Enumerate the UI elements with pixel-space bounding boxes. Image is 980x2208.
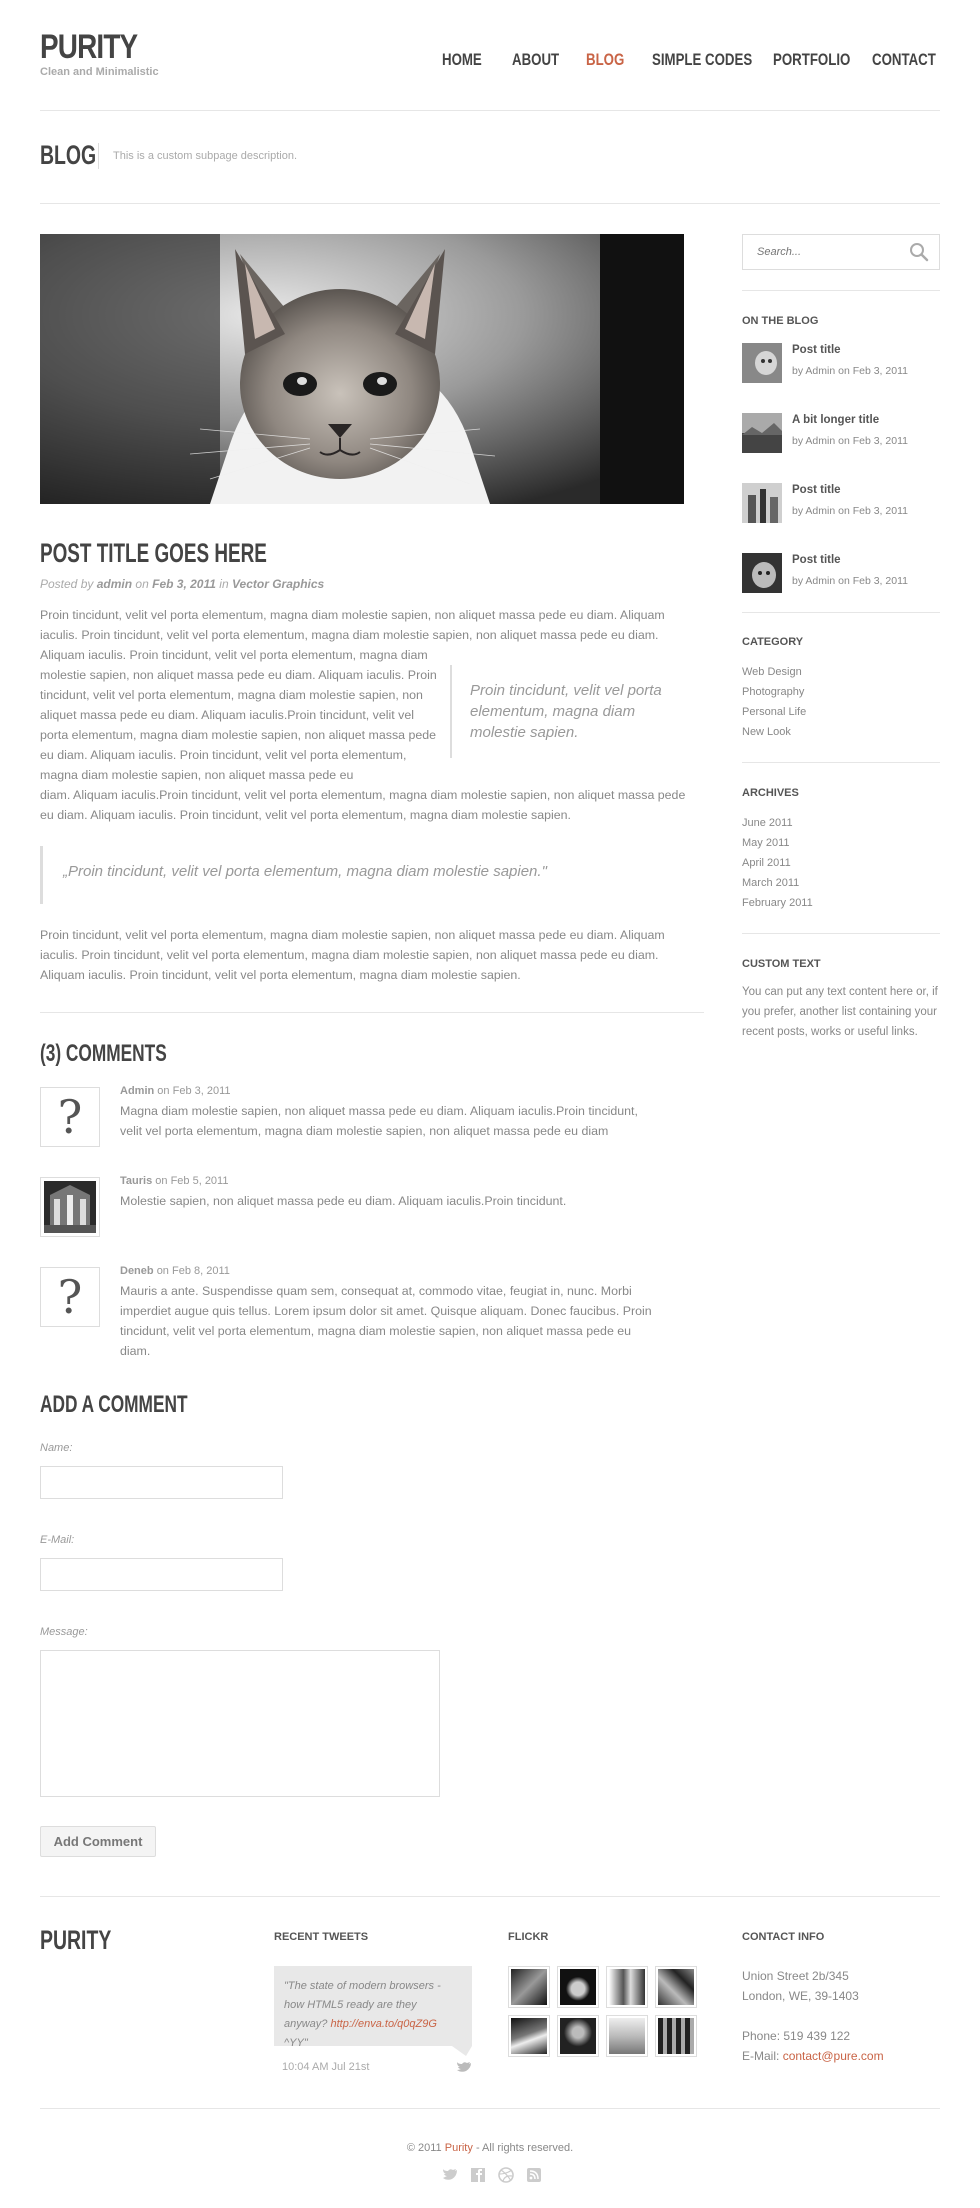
twitter-bird-icon — [456, 2061, 472, 2075]
post-meta-prefix: Posted by — [40, 577, 94, 591]
comment-text: Mauris a ante. Suspendisse quam sem, consequat at, commodo vitae, feugiat in, nunc. Morbi imperdiet augue quis tellus. Lorem ipsum dolor sit amet. Quisque aliquam. Donec faucibus. Proin tincidunt, velit vel porta elementum, magna diam molestie sapien, non aliquet massa pede eu diam. — [120, 1284, 652, 1358]
category-link[interactable]: New Look — [742, 726, 791, 738]
footer-logo[interactable]: PURITY — [40, 1925, 112, 1955]
recent-post-thumbnail[interactable] — [742, 483, 782, 523]
flickr-thumbnail[interactable] — [606, 1966, 648, 2008]
contact-email-label: E-Mail: — [742, 2049, 780, 2063]
nav-simple-codes[interactable]: SIMPLE CODES — [652, 50, 753, 69]
comment-author[interactable]: Tauris — [120, 1175, 153, 1187]
contact-info-title: CONTACT INFO — [742, 1931, 825, 1943]
search-input[interactable] — [743, 235, 903, 269]
flickr-thumbnail[interactable] — [655, 2015, 697, 2057]
name-label: Name: — [40, 1442, 73, 1454]
category-link[interactable]: Personal Life — [742, 706, 807, 718]
flickr-thumbnail[interactable] — [508, 2015, 550, 2057]
archive-link[interactable]: March 2011 — [742, 877, 800, 889]
comment-author[interactable]: Admin — [120, 1085, 155, 1097]
post-meta-in: in — [219, 577, 229, 591]
post-featured-image — [40, 234, 684, 504]
recent-post-meta: by Admin on Feb 3, 2011 — [792, 435, 908, 447]
comment-author[interactable]: Deneb — [120, 1265, 154, 1277]
contact-phone: Phone: 519 439 122 — [742, 2029, 851, 2043]
comment-meta-on: on — [157, 1085, 170, 1097]
avatar-placeholder-icon: ? — [44, 1091, 96, 1143]
sidebar-divider — [742, 933, 940, 934]
header-divider — [40, 110, 940, 111]
tweet-bubble — [274, 1966, 472, 2049]
flickr-thumbnail[interactable] — [557, 2015, 599, 2057]
comment-meta — [120, 1175, 228, 1187]
copyright — [0, 2142, 980, 2154]
nav-blog[interactable]: BLOG — [586, 50, 625, 69]
archives-title: ARCHIVES — [742, 787, 799, 799]
comment-date: Feb 5, 2011 — [170, 1175, 229, 1187]
recent-tweets-title: RECENT TWEETS — [274, 1931, 369, 1943]
avatar-photo — [44, 1181, 96, 1233]
site-logo[interactable]: PURITY — [40, 28, 138, 66]
tweet-bubble-tail — [452, 2046, 472, 2056]
sidebar-divider — [742, 290, 940, 291]
sidebar-divider — [742, 612, 940, 613]
contact-email-link[interactable]: contact@pure.com — [782, 2049, 884, 2063]
comment-date: Feb 8, 2011 — [172, 1265, 230, 1277]
search-icon[interactable] — [909, 242, 929, 262]
flickr-thumbnail[interactable] — [557, 1966, 599, 2008]
nav-portfolio[interactable]: PORTFOLIO — [773, 50, 851, 69]
post-meta — [40, 577, 324, 591]
post-paragraph-1a: Proin tincidunt, velit vel porta elementum, magna diam molestie sapien, non aliquet massa pede eu diam. Aliquam iaculis. Proin tincidunt, velit vel porta elementum, magna diam molestie sapien, non aliquet massa pede eu diam. Aliquam iaculis. Proin tincidunt, velit vel porta elementum, magna diam — [40, 608, 665, 662]
archive-link[interactable]: June 2011 — [742, 817, 793, 829]
post-divider — [40, 1012, 704, 1013]
archive-link[interactable]: May 2011 — [742, 837, 790, 849]
post-blockquote: „Proin tincidunt, velit vel porta elementum, magna diam molestie sapien." — [40, 846, 690, 904]
comment-meta-on: on — [156, 1265, 169, 1277]
comment-avatar — [40, 1267, 100, 1327]
sidebar-divider — [742, 762, 940, 763]
recent-post-title[interactable]: A bit longer title — [792, 414, 880, 426]
nav-about[interactable]: ABOUT — [512, 50, 560, 69]
recent-post-meta: by Admin on Feb 3, 2011 — [792, 505, 908, 517]
post-paragraph-1b: molestie sapien, non aliquet massa pede eu diam. Aliquam iaculis. Proin tincidunt, velit vel porta elementum, magna diam molestie sapien, non aliquet massa pede eu diam. Aliquam iaculis.Proin tincidunt, velit vel porta elementum, magna diam molestie sapien, non aliquet massa pede eu diam. Aliquam iaculis. Proin tincidunt, velit vel porta elementum, magna diam molestie sapien, non aliquet massa pede eu — [40, 668, 437, 782]
tweet-link[interactable]: http://enva.to/q0qZ9G — [330, 2018, 437, 2030]
recent-post-title[interactable]: Post title — [792, 554, 841, 566]
flickr-thumbnail[interactable] — [606, 2015, 648, 2057]
message-label: Message: — [40, 1626, 88, 1638]
tweet-text: "The state of modern browsers - how HTML5 ready are they anyway? — [284, 1980, 441, 2030]
comments-title: (3) COMMENTS — [40, 1040, 167, 1067]
add-comment-title: ADD A COMMENT — [40, 1391, 188, 1418]
recent-post-thumbnail[interactable] — [742, 343, 782, 383]
subheader-divider — [40, 203, 940, 204]
tweet-time: 10:04 AM Jul 21st — [282, 2061, 370, 2073]
copyright-brand-link[interactable]: Purity — [444, 2142, 473, 2154]
comment-avatar — [40, 1087, 100, 1147]
page-description: This is a custom subpage description. — [98, 143, 297, 169]
flickr-title: FLICKR — [508, 1931, 549, 1943]
email-label: E-Mail: — [40, 1534, 75, 1546]
comment-meta — [120, 1085, 231, 1097]
on-the-blog-title: ON THE BLOG — [742, 315, 819, 327]
facebook-icon[interactable] — [470, 2167, 486, 2183]
search-box — [742, 234, 940, 270]
flickr-thumbnail[interactable] — [655, 1966, 697, 2008]
recent-post-meta: by Admin on Feb 3, 2011 — [792, 575, 908, 587]
comment-text: Molestie sapien, non aliquet massa pede eu diam. Aliquam iaculis.Proin tincidunt. — [120, 1194, 567, 1208]
recent-post-thumbnail[interactable] — [742, 553, 782, 593]
custom-text-title: CUSTOM TEXT — [742, 958, 821, 970]
post-author-link[interactable]: admin — [96, 577, 133, 591]
nav-home[interactable]: HOME — [442, 50, 482, 69]
contact-address-line: Union Street 2b/345 — [742, 1969, 849, 1983]
post-pullquote: Proin tincidunt, velit vel porta elementum, magna diam molestie sapien. — [450, 665, 690, 758]
twitter-icon[interactable] — [442, 2167, 458, 2183]
archive-link[interactable]: February 2011 — [742, 897, 813, 909]
footer-divider — [40, 1896, 940, 1897]
category-link[interactable]: Web Design — [742, 666, 802, 678]
contact-email — [742, 2046, 884, 2066]
category-link[interactable]: Photography — [742, 686, 805, 698]
recent-post-title[interactable]: Post title — [792, 484, 841, 496]
comment-text: Magna diam molestie sapien, non aliquet massa pede eu diam. Aliquam iaculis.Proin tincidunt, velit vel porta elementum, magna diam molestie sapien, non aliquet massa pede eu diam — [120, 1104, 638, 1138]
message-field[interactable] — [40, 1650, 440, 1797]
name-field[interactable] — [40, 1466, 283, 1499]
post-category-link[interactable]: Vector Graphics — [231, 577, 325, 591]
recent-post-meta: by Admin on Feb 3, 2011 — [792, 365, 908, 377]
add-comment-button[interactable]: Add Comment — [40, 1826, 156, 1857]
comment-date: Feb 3, 2011 — [172, 1085, 231, 1097]
tweet-end: ^YY" — [284, 2037, 308, 2049]
recent-post-thumbnail[interactable] — [742, 413, 782, 453]
comment-meta — [120, 1265, 230, 1277]
category-title: CATEGORY — [742, 636, 804, 648]
footer-bottom-divider — [40, 2108, 940, 2109]
copyright-suffix: - All rights reserved. — [475, 2142, 574, 2154]
comment-meta-on: on — [155, 1175, 168, 1187]
post-paragraph-1c: diam. Aliquam iaculis.Proin tincidunt, velit vel porta elementum, magna diam molestie sapien, non aliquet massa pede eu diam. Aliquam iaculis. Proin tincidunt, velit vel porta elementum, magna diam molestie sapien. — [40, 788, 686, 822]
comment-avatar — [40, 1177, 100, 1237]
custom-text-body: You can put any text content here or, if you prefer, another list containing your recent posts, works or useful links. — [742, 986, 938, 1038]
archive-link[interactable]: April 2011 — [742, 857, 791, 869]
post-title[interactable]: POST TITLE GOES HERE — [40, 538, 267, 568]
post-date: Feb 3, 2011 — [152, 577, 216, 591]
dribbble-icon[interactable] — [498, 2167, 514, 2183]
site-tagline: Clean and Minimalistic — [40, 66, 159, 78]
nav-contact[interactable]: CONTACT — [872, 50, 936, 69]
rss-icon[interactable] — [526, 2167, 542, 2183]
post-paragraph-2: Proin tincidunt, velit vel porta elementum, magna diam molestie sapien, non aliquet massa pede eu diam. Aliquam iaculis. Proin tincidunt, velit vel porta elementum, magna diam molestie sapien, non aliquet massa pede eu diam. Aliquam iaculis. Proin tincidunt, velit vel porta elementum, magna diam molestie sapien. — [40, 928, 665, 982]
page-title: BLOG — [40, 140, 97, 170]
flickr-thumbnail[interactable] — [508, 1966, 550, 2008]
copyright-prefix: © 2011 — [406, 2142, 442, 2154]
post-meta-on: on — [135, 577, 149, 591]
contact-address-line: London, WE, 39-1403 — [742, 1989, 859, 2003]
avatar-placeholder-icon: ? — [44, 1271, 96, 1323]
email-field[interactable] — [40, 1558, 283, 1591]
recent-post-title[interactable]: Post title — [792, 344, 841, 356]
